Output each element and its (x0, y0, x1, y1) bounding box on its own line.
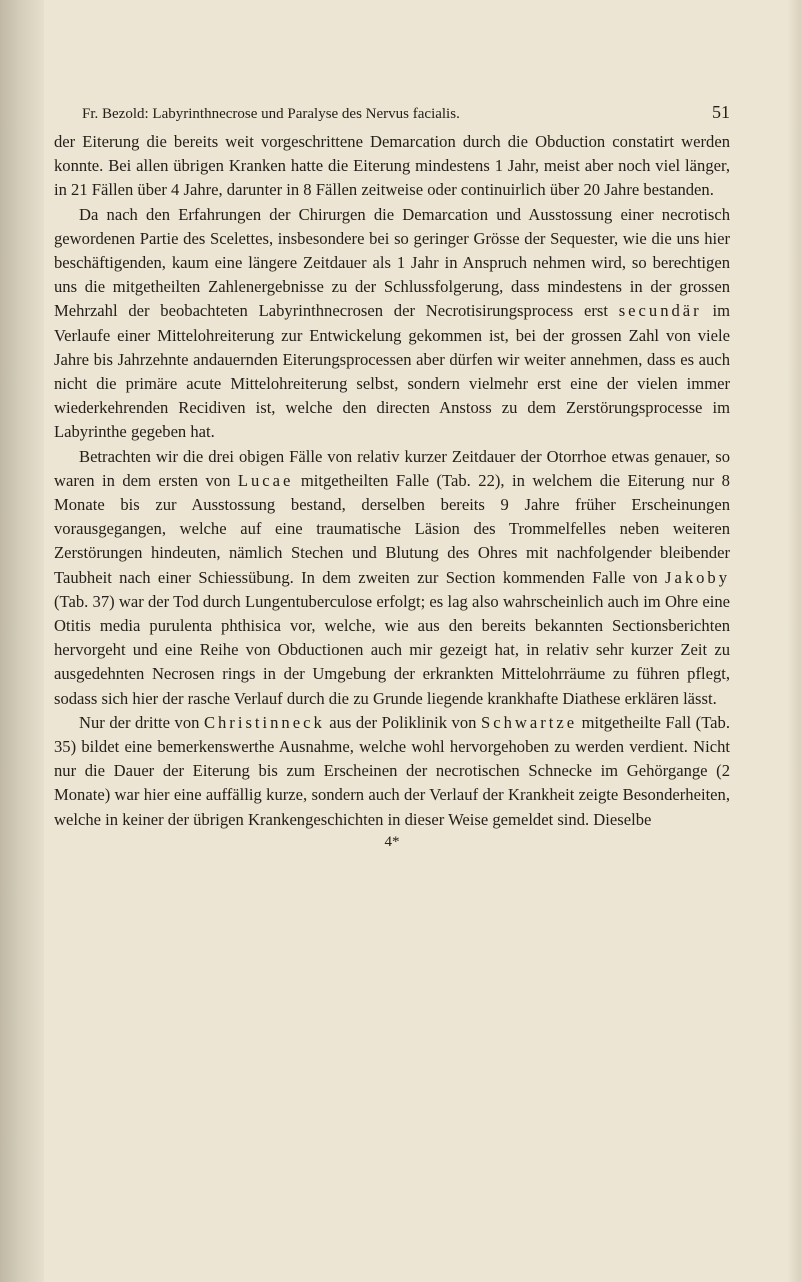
paragraph-2-text-a: Da nach den Erfahrungen der Chirurgen die Demarcation und Ausstossung einer necrotisch gewordenen Partie des Scelettes, insbesondere bei so geringer Grösse der Sequester, wie die uns hier beschäftigenden, kaum eine längere Zeitdauer als 1 Jahr in Anspruch nehmen wird, so berechtigen uns die mitgetheilten Zahlenergebnisse zu der Schlussfolgerung, dass mindestens in der grossen Mehrzahl der beobachteten Labyrinthnecrosen der Necrotisirungsprocess erst (54, 204, 730, 321)
paragraph-3-text-a: Betrachten wir die drei obigen Fälle von relativ kurzer Zeitdauer der Otorrhoe etwas genauer, so waren in dem ersten von (54, 446, 730, 490)
body-text (54, 130, 730, 832)
paragraph-1-text: der Eiterung die bereits weit vorgeschrittene Demarcation durch die Obduction constatirt werden konnte. Bei allen übrigen Kranken hatte die Eiterung mindestens 1 Jahr, meist aber noch viel länger, in 21 Fällen über 4 Jahre, darunter in 8 Fällen zeitweise oder continuirlich über 20 Jahre bestanden. (54, 132, 730, 200)
book-page (54, 96, 730, 854)
signature-mark: 4* (384, 833, 400, 850)
paragraph-4-text-b: aus der Poliklinik von (324, 712, 481, 732)
paragraph-2-text-b: im Verlaufe einer Mittelohreiterung zur Entwickelung gekommen ist, bei der grossen Zahl von viele Jahre bis Jahrzehnte andauernden Eiterungsprocessen aber dürfen wir weiter annehmen, dass es auch nicht die primäre acute Mittelohreiterung selbst, sondern vielmehr erst eine der vielen immer wiederkehrenden Recidiven ist, welche den directen Anstoss zu dem Zerstörungsprocesse im Labyrinthe gegeben hat. (54, 301, 730, 442)
author-jakoby: Jakoby (664, 567, 730, 587)
emphasis-secundaer: secundär (618, 301, 702, 321)
author-lucae: Lucae (237, 470, 294, 490)
paragraph-3-text-c: (Tab. 37) war der Tod durch Lungentuberculose erfolgt; es lag also wahrscheinlich auch im Ohre eine Otitis media purulenta phthisica vor, welche, wie aus den bereits bekannten Sectionsberichten hervorgeht und eine Reihe von Obductionen auch mir gezeigt hat, in relativ sehr kurzer Zeit zu ausgedehnten Necrosen rings in der Umgebung der erkrankten Mittelohrräume zu führen pflegt, sodass sich hier der rasche Verlauf durch die zu Grunde liegende krankhafte Diathese erklären lässt. (54, 591, 730, 708)
paragraph-3 (54, 445, 730, 711)
page-header (54, 96, 730, 130)
paragraph-4-text-c: mitgetheilte Fall (Tab. 35) bildet eine bemerkenswerthe Ausnahme, welche wohl hervorgehoben zu werden verdient. Nicht nur die Dauer der Eiterung bis zum Erscheinen der necrotischen Schnecke im Gehörgange (2 Monate) war hier eine auffällig kurze, sondern auch der Verlauf der Krankheit zeigte Besonderheiten, welche in keiner der übrigen Krankengeschichten in dieser Weise gemeldet sind. Dieselbe (54, 712, 730, 829)
paragraph-4-text-a: Nur der dritte von (79, 712, 204, 732)
author-christinneck: Christinneck (203, 712, 325, 732)
paragraph-3-text-b: mitgetheilten Falle (Tab. 22), in welchem die Eiterung nur 8 Monate bis zur Ausstossung bestand, derselben bereits 9 Jahre früher Erscheinungen vorausgegangen, welche auf eine traumatische Läsion des Trommelfelles neben weiteren Zerstörungen hindeuten, nämlich Stechen und Blutung des Ohres mit nachfolgender bleibender Taubheit nach einer Schiessübung. In dem zweiten zur Section kommenden Falle von (54, 470, 730, 587)
page-number: 51 (712, 102, 730, 122)
paragraph-2 (54, 203, 730, 445)
page-gutter-shadow (0, 0, 44, 1282)
paragraph-4 (54, 711, 730, 832)
page-right-edge (787, 0, 801, 1282)
author-schwartze: Schwartze (480, 712, 578, 732)
running-title: Fr. Bezold: Labyrinthnecrose und Paralyse des Nervus facialis. (82, 106, 460, 122)
paragraph-1 (54, 130, 730, 203)
